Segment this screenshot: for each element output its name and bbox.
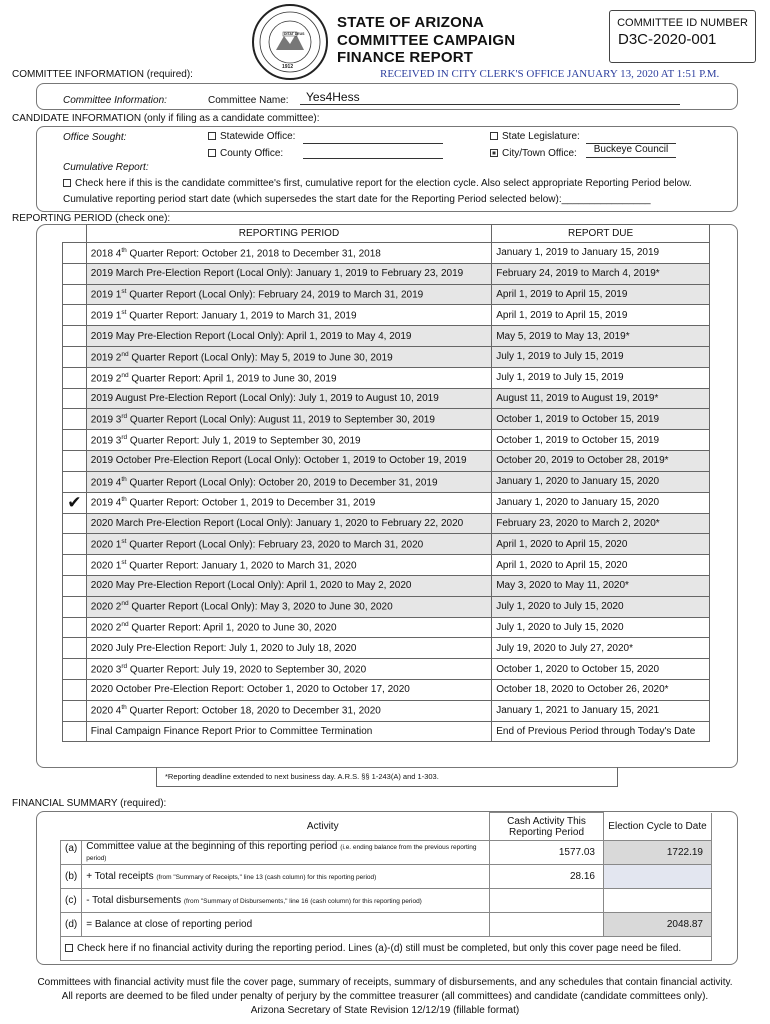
fs-row-d-label: = Balance at close of reporting period [82,913,490,937]
period-text-rest: Quarter Report (Local Only): May 3, 2020 to June 30, 2020 [128,601,393,613]
footer-line-2: All reports are deemed to be filed under penalty of perjury by the committee treasurer (all committees) and candidate (candidate committees only). [61,991,709,1002]
period-text: 2019 2 [90,372,122,384]
period-text-rest: Quarter Report: October 18, 2020 to December 31, 2020 [126,705,381,717]
period-cell [86,367,491,388]
due-cell: July 1, 2020 to July 15, 2020 [492,617,710,638]
due-cell: February 23, 2020 to March 2, 2020* [492,513,710,534]
footer-line-1: Committees with financial activity must file the cover page, summary of receipts, summary of disbursements, and any schedules that contain financial activity. [37,977,733,988]
period-ordinal: st [121,288,127,296]
due-cell: October 1, 2019 to October 15, 2019 [492,409,710,430]
fs-row-d [61,913,712,937]
period-cell [86,492,491,513]
period-text-rest: Quarter Report (Local Only): February 24, 2019 to March 31, 2019 [126,289,424,301]
committee-info-label: Committee Information: [63,95,167,106]
period-text: 2020 2 [90,622,122,634]
seal-year: 1912 [282,64,294,70]
period-cell [86,263,491,284]
period-cell [86,575,491,596]
cumulative-report-label: Cumulative Report: [63,162,149,173]
period-cell [86,409,491,430]
column-header-period: REPORTING PERIOD [86,225,491,243]
fs-row-d-cycle[interactable]: 2048.87 [604,913,712,937]
period-checkbox-cell[interactable] [63,555,87,576]
period-text-rest: Quarter Report: July 1, 2019 to September 30, 2019 [127,435,361,447]
period-checkbox-cell[interactable] [63,243,87,264]
fs-row-a-letter: (a) [61,841,82,865]
period-checkbox-cell[interactable] [63,305,87,326]
period-checkbox-cell[interactable] [63,388,87,409]
period-cell [86,305,491,326]
fs-row-a-cash[interactable]: 1577.03 [490,841,604,865]
period-checkbox-cell[interactable] [63,471,87,492]
period-checkbox-cell[interactable] [63,409,87,430]
footer-line-3: Arizona Secretary of State Revision 12/12/19 (fillable format) [250,1005,520,1016]
seal-motto: DITAT DEUS [284,32,305,36]
reporting-period-row[interactable] [63,367,710,388]
period-text: 2020 March Pre-Election Report (Local Only): January 1, 2020 to February 22, 2020 [90,517,464,529]
period-checkbox-cell[interactable] [63,513,87,534]
period-ordinal: st [121,558,127,566]
period-checkbox-cell[interactable] [63,700,87,721]
reporting-period-row[interactable] [63,284,710,305]
period-checkbox-cell[interactable] [63,679,87,700]
period-text: 2020 May Pre-Election Report (Local Only): April 1, 2020 to May 2, 2020 [90,580,412,592]
due-cell: January 1, 2021 to January 15, 2021 [492,700,710,721]
city-value: Buckeye Council [593,144,669,155]
period-ordinal: rd [121,662,128,670]
period-text-rest: Quarter Report: April 1, 2020 to June 30, 2020 [128,622,337,634]
reporting-period-row[interactable] [63,679,710,700]
reporting-period-row[interactable] [63,305,710,326]
period-ordinal: th [121,475,127,483]
fs-row-c-letter: (c) [61,889,82,913]
committee-name-value: Yes4Hess [306,90,360,104]
fs-row-d-letter: (d) [61,913,82,937]
period-checkbox-cell[interactable] [63,638,87,659]
fs-row-b-cycle[interactable] [604,865,712,889]
period-cell [86,513,491,534]
fs-row-c-cycle[interactable] [604,889,712,913]
period-text: 2019 August Pre-Election Report (Local Only): July 1, 2019 to August 10, 2019 [90,392,439,404]
cumulative-checkbox[interactable] [63,179,71,187]
reporting-period-row[interactable] [63,388,710,409]
due-cell: April 1, 2019 to April 15, 2019 [492,284,710,305]
title-line-3: FINANCE REPORT [337,49,474,66]
period-cell [86,555,491,576]
statewide-label: Statewide Office: [220,131,296,142]
period-cell [86,679,491,700]
period-text: 2019 1 [90,289,122,301]
period-checkbox-cell[interactable] [63,659,87,680]
period-text: 2019 3 [90,414,122,426]
state-legislature-option[interactable] [490,131,580,142]
period-text: 2019 4 [90,497,122,509]
committee-name-field[interactable] [300,90,680,105]
committee-id-field[interactable]: D3C-2020-001 [618,31,717,48]
fs-row-a-label: Committee value at the beginning of this reporting period [86,840,338,852]
due-cell: May 5, 2019 to May 13, 2019* [492,326,710,347]
cumulative-report-option[interactable] [63,178,692,189]
reporting-period-row[interactable] [63,346,710,367]
period-checkbox-cell[interactable] [63,534,87,555]
period-checkbox-cell[interactable] [63,367,87,388]
period-text-rest: Quarter Report (Local Only): May 5, 2019 to June 30, 2019 [128,352,393,364]
period-ordinal: th [121,246,127,254]
county-office-option[interactable] [208,148,283,159]
reporting-period-table [62,224,710,742]
fs-header-row [61,813,712,841]
period-ordinal: nd [121,371,129,379]
due-cell: January 1, 2019 to January 15, 2019 [492,243,710,264]
period-cell [86,471,491,492]
reporting-period-row[interactable] [63,263,710,284]
fs-row-c [61,889,712,913]
period-text-rest: Quarter Report: July 19, 2020 to September 30, 2020 [127,664,367,676]
cumulative-text: Check here if this is the candidate committee's first, cumulative report for the election cycle. Also select appropriate Reporting Period below. [75,178,692,189]
due-cell: April 1, 2020 to April 15, 2020 [492,555,710,576]
period-cell [86,284,491,305]
checkmark-icon: ✔ [67,492,82,512]
period-checkbox-cell[interactable] [63,284,87,305]
due-cell: October 1, 2020 to October 15, 2020 [492,659,710,680]
column-header-due: REPORT DUE [492,225,710,243]
period-cell [86,700,491,721]
due-cell: April 1, 2020 to April 15, 2020 [492,534,710,555]
period-checkbox-cell[interactable] [63,326,87,347]
period-text: 2019 October Pre-Election Report (Local Only): October 1, 2019 to October 19, 2019 [90,455,467,467]
city-label: City/Town Office: [502,148,577,159]
fs-row-b-label: + Total receipts [86,871,154,882]
committee-id-box [609,10,756,63]
reporting-period-row[interactable] [63,430,710,451]
period-cell [86,721,491,742]
period-ordinal: th [121,704,127,712]
reporting-period-row[interactable] [63,700,710,721]
reporting-period-row[interactable] [63,555,710,576]
deadline-footnote: *Reporting deadline extended to next business day. A.R.S. §§ 1-243(A) and 1-303. [156,767,618,787]
reporting-period-row[interactable] [63,243,710,264]
legislature-field[interactable] [586,131,676,144]
period-cell [86,534,491,555]
reporting-period-row[interactable] [63,659,710,680]
period-text: 2019 March Pre-Election Report (Local Only): January 1, 2019 to February 23, 2019 [90,268,464,280]
period-text-rest: Quarter Report: January 1, 2020 to March 31, 2020 [126,560,357,572]
reporting-period-row[interactable] [63,513,710,534]
no-activity-text: Check here if no financial activity during the reporting period. Lines (a)-(d) still must be completed, but only this cover page need be filed. [77,943,682,954]
fs-col-cash: Cash Activity This Reporting Period [490,813,604,841]
fs-row-b-note: (from "Summary of Receipts," line 13 (cash column) for this reporting period) [156,874,377,881]
reporting-period-row[interactable] [63,450,710,471]
city-field[interactable] [586,144,676,158]
city-town-office-option[interactable] [490,148,577,159]
fs-row-b-letter: (b) [61,865,82,889]
period-cell [86,450,491,471]
fs-row-a-cycle[interactable]: 1722.19 [604,841,712,865]
period-text: 2018 4 [90,248,122,260]
period-cell [86,617,491,638]
period-text: 2019 4 [90,476,122,488]
period-text: 2020 October Pre-Election Report: October 1, 2020 to October 17, 2020 [90,684,410,696]
period-checkbox-cell[interactable] [63,346,87,367]
period-text: 2019 May Pre-Election Report (Local Only): April 1, 2019 to May 4, 2019 [90,330,412,342]
period-checkbox-cell[interactable] [63,450,87,471]
period-cell [86,346,491,367]
fs-row-c-label: - Total disbursements [86,895,182,906]
period-checkbox-cell[interactable] [63,721,87,742]
period-ordinal: nd [121,600,129,608]
period-checkbox-cell[interactable] [63,430,87,451]
period-text: 2019 1 [90,310,122,322]
period-ordinal: st [121,309,127,317]
due-cell: October 20, 2019 to October 28, 2019* [492,450,710,471]
cumulative-start-date[interactable]: Cumulative reporting period start date (which supersedes the start date for the Reporting Period selected below):________________ [63,194,651,205]
fs-no-activity-row [61,937,712,961]
title-line-2: COMMITTEE CAMPAIGN [337,31,516,49]
period-text-rest: Quarter Report (Local Only): October 20, 2019 to December 31, 2019 [126,476,438,488]
reporting-period-row[interactable] [63,638,710,659]
due-cell: July 1, 2019 to July 15, 2019 [492,367,710,388]
reporting-period-row[interactable] [63,326,710,347]
due-cell: End of Previous Period through Today's Date [492,721,710,742]
reporting-period-row[interactable] [63,471,710,492]
fs-row-c-note: (from "Summary of Disbursements," line 16 (cash column) for this reporting period) [183,898,422,905]
statewide-field[interactable] [303,131,443,144]
financial-summary-heading: FINANCIAL SUMMARY (required): [12,798,167,809]
county-label: County Office: [220,148,284,159]
reporting-period-row[interactable] [63,534,710,555]
reporting-period-row[interactable] [63,409,710,430]
statewide-office-option[interactable] [208,131,295,142]
due-cell: May 3, 2020 to May 11, 2020* [492,575,710,596]
due-cell: October 1, 2019 to October 15, 2019 [492,430,710,451]
period-text-rest: Quarter Report: January 1, 2019 to March 31, 2019 [126,310,357,322]
due-cell: January 1, 2020 to January 15, 2020 [492,471,710,492]
legislature-label: State Legislature: [502,131,580,142]
no-activity-checkbox[interactable] [65,944,73,952]
period-text-rest: Quarter Report (Local Only): February 23, 2020 to March 31, 2020 [126,539,424,551]
period-checkbox-cell[interactable] [63,575,87,596]
state-seal-logo [252,4,328,80]
period-checkbox-cell[interactable] [63,492,87,513]
reporting-period-row[interactable] [63,596,710,617]
reporting-period-row[interactable] [63,492,710,513]
period-ordinal: rd [121,413,128,421]
period-text: 2020 1 [90,539,122,551]
due-cell: August 11, 2019 to August 19, 2019* [492,388,710,409]
period-ordinal: th [121,496,127,504]
title-line-1: STATE OF ARIZONA [337,14,485,31]
candidate-info-heading: CANDIDATE INFORMATION (only if filing as a candidate committee): [12,113,320,124]
period-text: 2020 3 [90,664,122,676]
period-text: 2020 1 [90,560,122,572]
due-cell: July 19, 2020 to July 27, 2020* [492,638,710,659]
committee-info-heading: COMMITTEE INFORMATION (required): [12,69,193,80]
table-header-row [63,225,710,243]
period-cell [86,596,491,617]
period-cell [86,326,491,347]
committee-id-label: COMMITTEE ID NUMBER [617,17,748,29]
period-ordinal: nd [121,621,129,629]
county-field[interactable] [303,146,443,159]
period-text: 2019 3 [90,435,122,447]
county-checkbox[interactable] [208,149,216,157]
reporting-period-row[interactable] [63,617,710,638]
period-ordinal: nd [121,350,129,358]
received-stamp: RECEIVED IN CITY CLERK'S OFFICE JANUARY 13, 2020 AT 1:51 P.M. [380,68,720,80]
due-cell: July 1, 2020 to July 15, 2020 [492,596,710,617]
period-text-rest: Quarter Report: October 21, 2018 to December 31, 2018 [126,248,381,260]
legislature-checkbox[interactable] [490,132,498,140]
fs-row-d-cash[interactable] [490,913,604,937]
fs-row-c-cash[interactable] [490,889,604,913]
due-cell: April 1, 2019 to April 15, 2019 [492,305,710,326]
period-cell [86,659,491,680]
form-title [337,14,515,67]
office-sought-label: Office Sought: [63,132,127,143]
fs-col-activity: Activity [306,820,339,832]
reporting-period-row[interactable] [63,721,710,742]
period-text-rest: Quarter Report: April 1, 2019 to June 30, 2019 [128,372,337,384]
due-cell: October 18, 2020 to October 26, 2020* [492,679,710,700]
fs-row-a [61,841,712,865]
period-text: 2020 July Pre-Election Report: July 1, 2020 to July 18, 2020 [90,642,357,654]
fs-row-b [61,865,712,889]
reporting-period-heading: REPORTING PERIOD (check one): [12,213,171,224]
period-checkbox-cell[interactable] [63,617,87,638]
period-text: 2020 4 [90,705,122,717]
period-ordinal: st [121,538,127,546]
city-checkbox[interactable] [490,149,498,157]
period-text-rest: Quarter Report (Local Only): August 11, 2019 to September 30, 2019 [127,414,435,426]
period-checkbox-cell[interactable] [63,263,87,284]
period-cell [86,430,491,451]
period-text: 2020 2 [90,601,122,613]
committee-name-label: Committee Name: [208,95,289,106]
period-checkbox-cell[interactable] [63,596,87,617]
due-cell: July 1, 2019 to July 15, 2019 [492,346,710,367]
period-cell [86,388,491,409]
period-text: 2019 2 [90,352,122,364]
fs-row-a-note: (i.e. ending balance from the previous reporting period) [86,843,477,862]
due-cell: February 24, 2019 to March 4, 2019* [492,263,710,284]
fs-row-b-cash[interactable]: 28.16 [490,865,604,889]
due-cell: January 1, 2020 to January 15, 2020 [492,492,710,513]
period-text: Final Campaign Finance Report Prior to Committee Termination [90,725,373,737]
statewide-checkbox[interactable] [208,132,216,140]
period-cell [86,243,491,264]
reporting-period-row[interactable] [63,575,710,596]
period-text-rest: Quarter Report: October 1, 2019 to December 31, 2019 [126,497,376,509]
financial-summary-table [60,812,712,961]
period-cell [86,638,491,659]
fs-col-cycle: Election Cycle to Date [604,813,712,841]
period-ordinal: rd [121,433,128,441]
